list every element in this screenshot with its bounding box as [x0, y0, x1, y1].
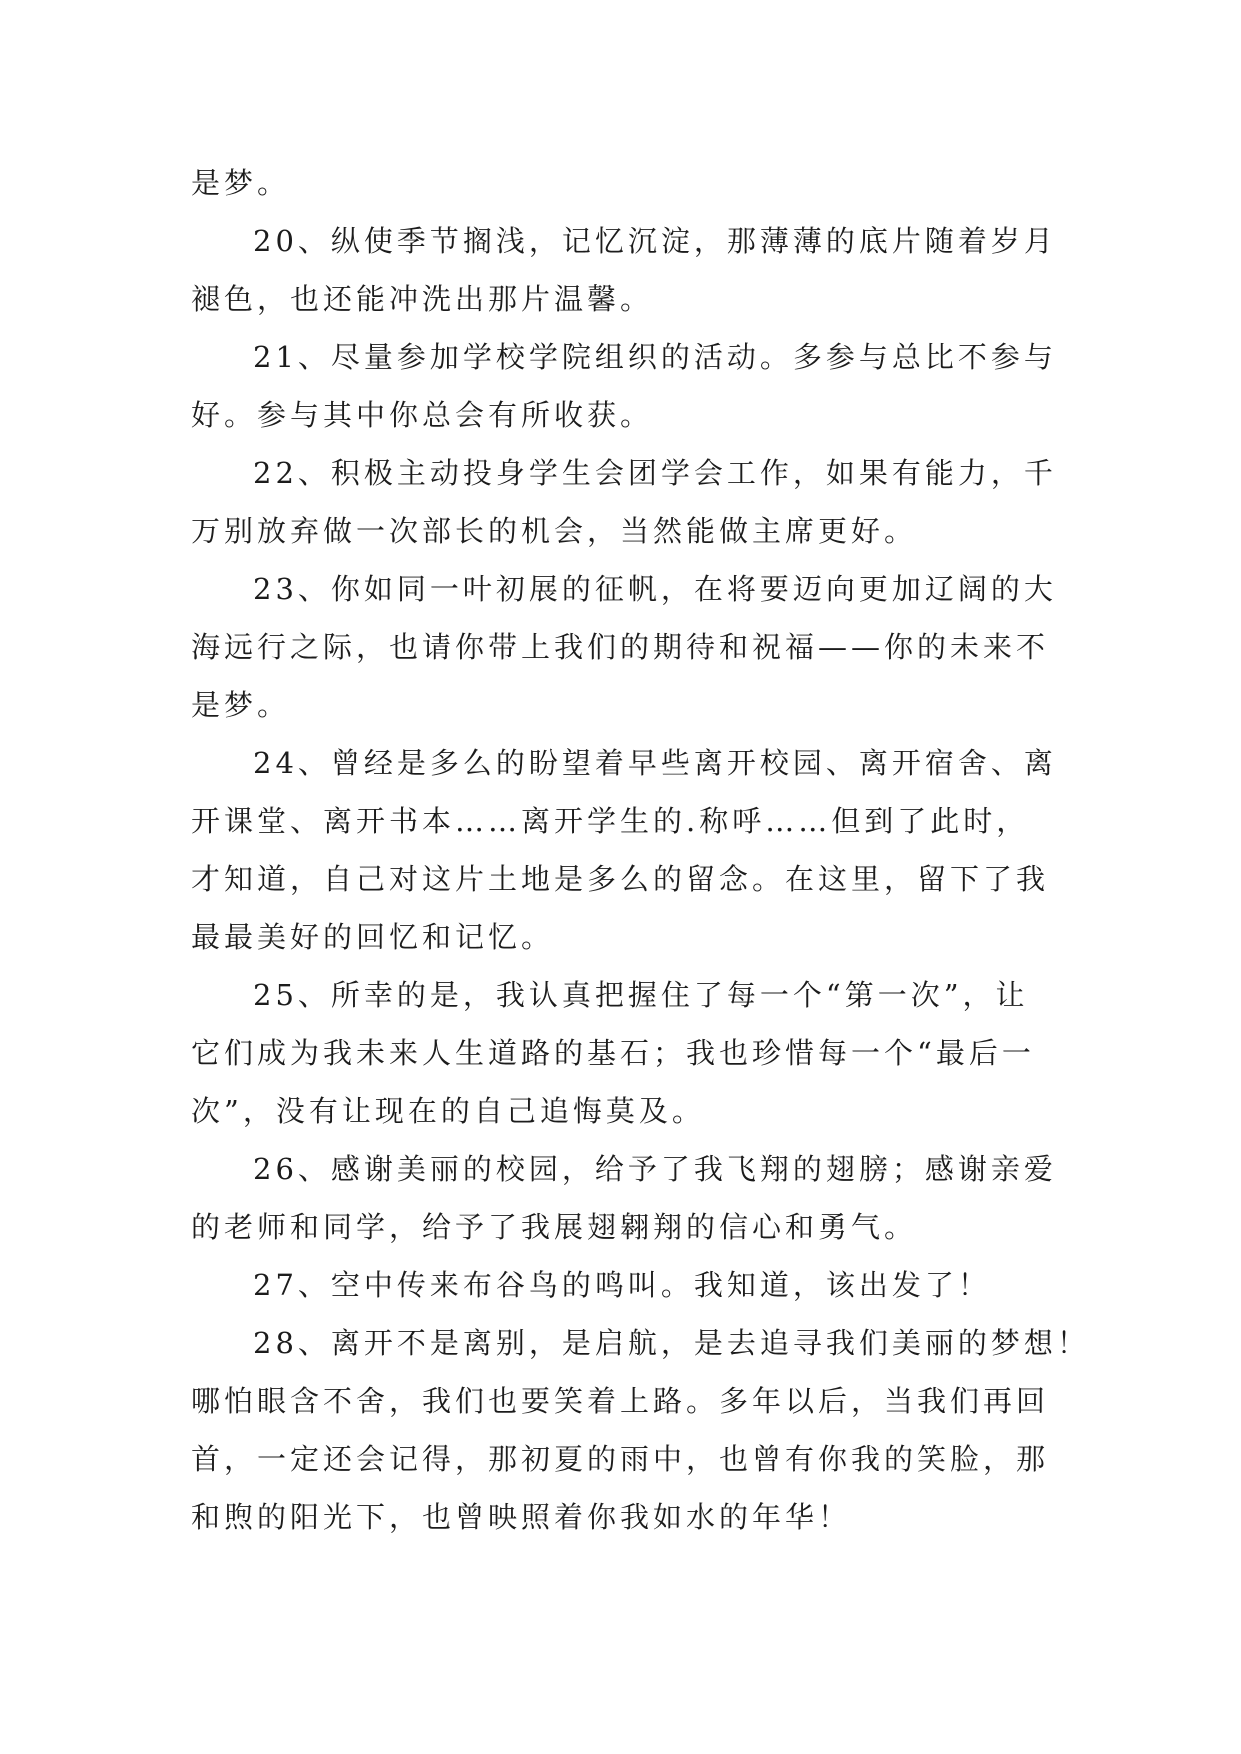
text-line: 开课堂、离开书本……离开学生的.称呼……但到了此时，: [191, 804, 1030, 838]
text-line: 22、积极主动投身学生会团学会工作，如果有能力，千: [253, 456, 1057, 490]
text-line: 首，一定还会记得，那初夏的雨中，也曾有你我的笑脸，那: [191, 1442, 1050, 1476]
text-line: 最最美好的回忆和记忆。: [191, 920, 555, 954]
text-line: 的老师和同学，给予了我展翅翱翔的信心和勇气。: [191, 1210, 918, 1244]
text-line: 好。参与其中你总会有所收获。: [191, 398, 654, 432]
text-line: 和煦的阳光下，也曾映照着你我如水的年华！: [191, 1500, 852, 1534]
text-line: 25、所幸的是，我认真把握住了每一个“第一次”，让: [253, 978, 1029, 1012]
text-line: 27、空中传来布谷鸟的鸣叫。我知道，该出发了！: [253, 1268, 991, 1302]
document-body: [191, 154, 1090, 1546]
text-line: 海远行之际，也请你带上我们的期待和祝福——你的未来不: [191, 630, 1050, 664]
text-line: 23、你如同一叶初展的征帆，在将要迈向更加辽阔的大: [253, 572, 1057, 606]
text-line: 28、离开不是离别，是启航，是去追寻我们美丽的梦想！: [253, 1326, 1090, 1360]
text-line: 万别放弃做一次部长的机会，当然能做主席更好。: [191, 514, 918, 548]
text-line: 21、尽量参加学校学院组织的活动。多参与总比不参与: [253, 340, 1057, 374]
text-line: 是梦。: [191, 688, 291, 722]
text-line: 褪色，也还能冲洗出那片温馨。: [191, 282, 654, 316]
text-line: 20、纵使季节搁浅，记忆沉淀，那薄薄的底片随着岁月: [253, 224, 1057, 258]
text-line: 才知道，自己对这片土地是多么的留念。在这里，留下了我: [191, 862, 1050, 896]
text-line: 26、感谢美丽的校园，给予了我飞翔的翅膀；感谢亲爱: [253, 1152, 1057, 1186]
text-line: 它们成为我未来人生道路的基石；我也珍惜每一个“最后一: [191, 1036, 1035, 1070]
text-line: 次”，没有让现在的自己追悔莫及。: [191, 1094, 705, 1128]
text-line: 是梦。: [191, 166, 291, 200]
text-line: 24、曾经是多么的盼望着早些离开校园、离开宿舍、离: [253, 746, 1057, 780]
text-line: 哪怕眼含不舍，我们也要笑着上路。多年以后，当我们再回: [191, 1384, 1050, 1418]
